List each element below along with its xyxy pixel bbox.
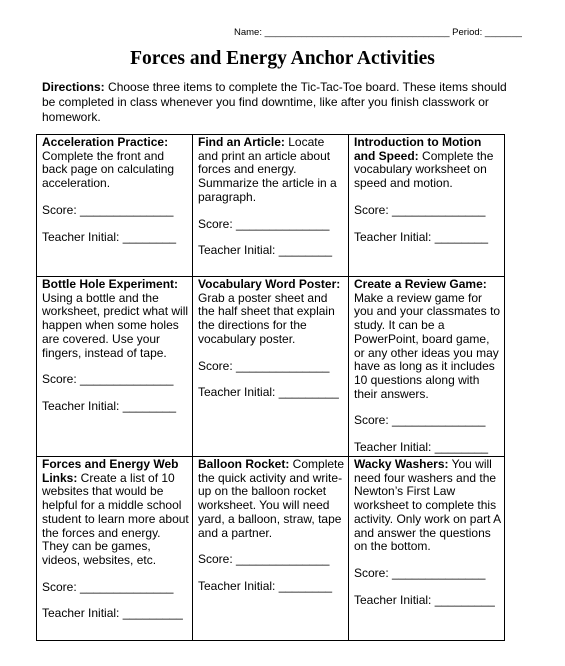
cell-description: Grab a poster sheet and the half sheet that explain the directions for the vocabulary poster. [198,290,335,346]
cell-intro-motion-speed [349,135,505,277]
cell-description: You will need four washers and the Newton’s First Law worksheet to complete this activity. Only work on part A and answer the questions on the bottom. [354,457,501,554]
score-field: Score: ______________ [354,413,486,428]
directions-label: Directions: [42,80,105,94]
score-field: Score: ______________ [42,579,174,594]
cell-description: Create a list of 10 websites that would be helpful for a middle school student to learn more about the forces and energy. They can be games, videos, websites, etc. [42,470,189,567]
teacher-initial-field: Teacher Initial: ________ [354,440,489,455]
cell-title: Wacky Washers: [354,457,449,471]
teacher-initial-field: Teacher Initial: _________ [42,606,183,621]
cell-title: Create a Review Game: [354,277,487,291]
cell-description: Locate and print an article about forces and energy. Summarize the article in a paragraph. [198,135,337,204]
cell-title: Forces and Energy Web Links: [42,457,179,485]
cell-balloon-rocket [193,457,349,641]
score-field: Score: ______________ [198,358,330,373]
cell-description: Complete the quick activity and write-up on the balloon rocket worksheet. You will need yard, a balloon, straw, tape and a partner. [198,457,345,540]
cell-title: Vocabulary Word Poster: [198,277,341,291]
cell-title: Bottle Hole Experiment: [42,277,179,291]
cell-acceleration-practice [37,135,193,277]
cell-description: Complete the front and back page on calculating acceleration. [42,148,175,191]
cell-web-links [37,457,193,641]
cell-description: Using a bottle and the worksheet, predict what will happen when some holes are covered. Use your fingers, instead of tape. [42,290,189,360]
cell-find-an-article [193,135,349,277]
page-title: Forces and Energy Anchor Activities [130,48,435,69]
name-period-line: Name: ___________________________________ Period: _______ [234,27,522,38]
score-field: Score: ______________ [42,372,174,387]
score-field: Score: ______________ [354,565,486,580]
teacher-initial-field: Teacher Initial: _________ [198,385,339,400]
cell-title: Find an Article: [198,135,285,149]
cell-bottle-hole-experiment [37,277,193,457]
cell-title: Acceleration Practice: [42,135,169,149]
directions-text: Choose three items to complete the Tic-Tac-Toe board. These items should be completed in class whenever you find downtime, like after you finish classwork or homework. [42,80,507,124]
cell-create-review-game [349,277,505,457]
score-field: Score: ______________ [198,216,330,231]
score-field: Score: ______________ [42,202,174,217]
cell-description: Make a review game for you and your classmates to study. It can be a PowerPoint, board game, or any other ideas you may have as long as it includes 10 questions along with their answers. [354,290,501,401]
tic-tac-toe-board [36,134,505,641]
cell-title: Balloon Rocket: [198,457,290,471]
teacher-initial-field: Teacher Initial: ________ [42,398,177,413]
teacher-initial-field: Teacher Initial: ________ [42,229,177,244]
teacher-initial-field: Teacher Initial: ________ [198,243,333,258]
directions [42,80,512,125]
score-field: Score: ______________ [198,552,330,567]
cell-vocabulary-word-poster [193,277,349,457]
teacher-initial-field: Teacher Initial: ________ [198,578,333,593]
cell-description: Complete the vocabulary worksheet on speed and motion. [354,148,494,191]
teacher-initial-field: Teacher Initial: _________ [354,592,495,607]
score-field: Score: ______________ [354,202,486,217]
cell-title: Introduction to Motion and Speed: [354,135,482,163]
teacher-initial-field: Teacher Initial: ________ [354,229,489,244]
cell-wacky-washers [349,457,505,641]
